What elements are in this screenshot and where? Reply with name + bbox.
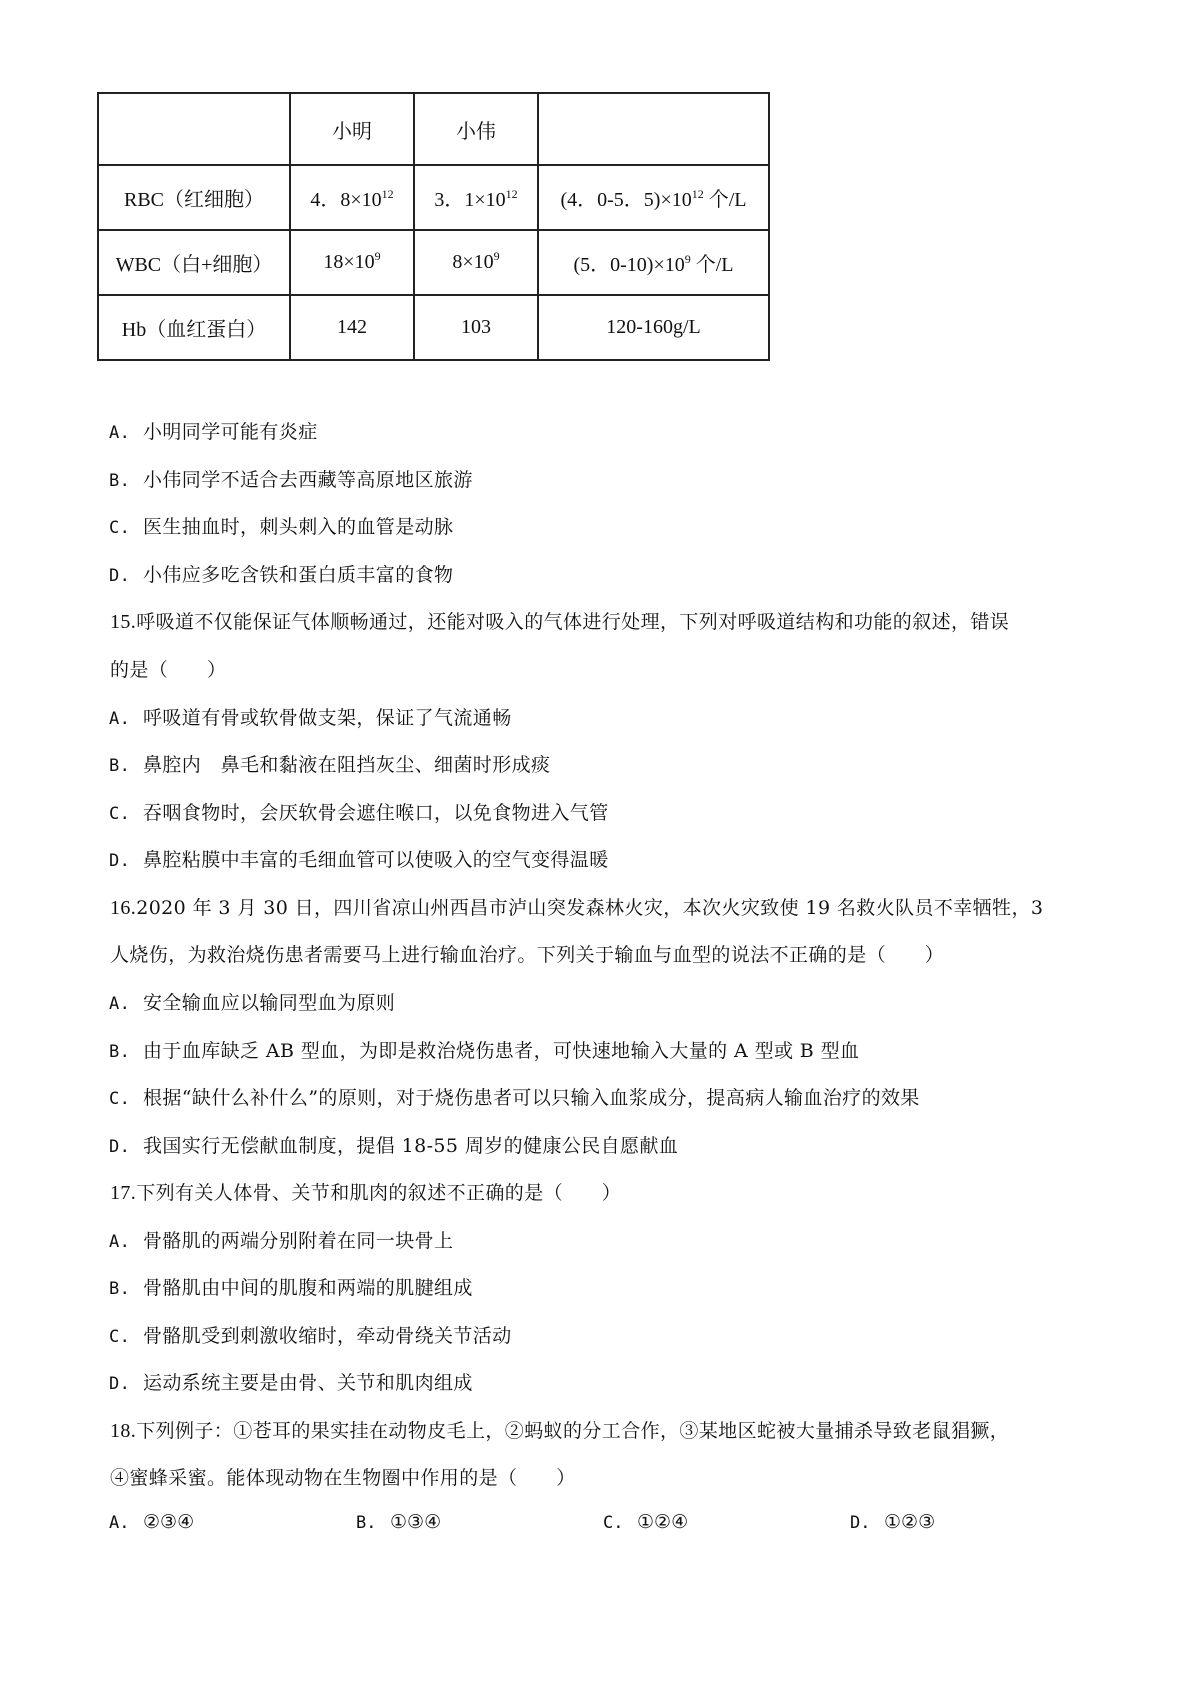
row-label: RBC（红细胞） (98, 165, 290, 230)
value-cell: 142 (290, 295, 414, 360)
normal-range-cell: 120-160g/L (538, 295, 769, 360)
table-row (98, 230, 769, 295)
q15-option-d: D. 鼻腔粘膜中丰富的毛细血管可以使吸入的空气变得温暖 (109, 849, 609, 871)
value-cell: 3．$1\times 10^{12}$ (414, 165, 538, 230)
q16-option-c: C. 根据“缺什么补什么”的原则，对于烧伤患者可以只输入血浆成分，提高病人输血治疗的效果 (109, 1087, 920, 1109)
q16-option-b: B. 由于血库缺乏 AB 型血，为即是救治烧伤患者，可快速地输入大量的 A 型或 B 型血 (109, 1040, 860, 1062)
value-cell: 4．$8\times 10^{12}$ (290, 165, 414, 230)
table-header-normal (538, 93, 769, 165)
q17-option-d: D. 运动系统主要是由骨、关节和肌肉组成 (109, 1372, 473, 1394)
q16-stem-line1: 16.2020 年 3 月 30 日，四川省凉山州西昌市泸山突发森林火灾，本次火灾致使 19 名救火队员不幸牺牲，3 (110, 897, 1044, 919)
q15-option-c: C. 吞咽食物时，会厌软骨会遮住喉口，以免食物进入气管 (109, 802, 609, 824)
q16-option-d: D. 我国实行无偿献血制度，提倡 18-55 周岁的健康公民自愿献血 (109, 1135, 679, 1157)
table-header-row (98, 93, 769, 165)
q18-option-d: D. ①②③ (850, 1511, 936, 1533)
q18-stem-line1: 18.下列例子：①苍耳的果实挂在动物皮毛上，②蚂蚁的分工合作，③某地区蛇被大量捕杀导致老鼠猖獗， (110, 1420, 1010, 1442)
normal-range-cell: (5．$0-10)\times 10^9$ 个/L (538, 230, 769, 295)
row-label: WBC（白+细胞） (98, 230, 290, 295)
q16-stem-line2: 人烧伤，为救治烧伤患者需要马上进行输血治疗。下列关于输血与血型的说法不正确的是（ ） (110, 944, 945, 966)
q14-option-b: B. 小伟同学不适合去西藏等高原地区旅游 (109, 469, 473, 491)
q18-option-a: A. ②③④ (109, 1511, 195, 1533)
q18-stem-line2: ④蜜蜂采蜜。能体现动物在生物圈中作用的是（ ） (110, 1467, 576, 1489)
blood-test-table (97, 92, 770, 361)
row-label: Hb（血红蛋白） (98, 295, 290, 360)
table-header-xiaowei: 小伟 (414, 93, 538, 165)
q17-option-a: A. 骨骼肌的两端分别附着在同一块骨上 (109, 1230, 454, 1252)
q17-stem-line1: 17.下列有关人体骨、关节和肌肉的叙述不正确的是（ ） (110, 1182, 622, 1204)
q18-option-c: C. ①②④ (603, 1511, 689, 1533)
table-header-xiaoming: 小明 (290, 93, 414, 165)
q14-option-c: C. 医生抽血时，刺头刺入的血管是动脉 (109, 516, 454, 538)
q17-option-b: B. 骨骼肌由中间的肌腹和两端的肌腱组成 (109, 1277, 473, 1299)
table-row (98, 165, 769, 230)
q18-option-b: B. ①③④ (356, 1511, 442, 1533)
q15-option-b: B. 鼻腔内 鼻毛和黏液在阻挡灰尘、细菌时形成痰 (109, 754, 551, 776)
table-row (98, 295, 769, 360)
table-header-cell (98, 93, 290, 165)
q14-option-a: A. 小明同学可能有炎症 (109, 421, 318, 443)
value-cell: $18\times 10^9$ (290, 230, 414, 295)
q15-stem-line2: 的是（ ） (110, 659, 227, 681)
normal-range-cell: (4．0-5．$5)\times 10^{12}$ 个/L (538, 165, 769, 230)
value-cell: 103 (414, 295, 538, 360)
q15-stem-line1: 15.呼吸道不仅能保证气体顺畅通过，还能对吸入的气体进行处理，下列对呼吸道结构和功能的叙述，错误 (110, 611, 1010, 633)
q16-option-a: A. 安全输血应以输同型血为原则 (109, 992, 396, 1014)
q17-option-c: C. 骨骼肌受到刺激收缩时，牵动骨绕关节活动 (109, 1325, 512, 1347)
q15-option-a: A. 呼吸道有骨或软骨做支架，保证了气流通畅 (109, 707, 512, 729)
value-cell: $8\times 10^9$ (414, 230, 538, 295)
q14-option-d: D. 小伟应多吃含铁和蛋白质丰富的食物 (109, 564, 454, 586)
